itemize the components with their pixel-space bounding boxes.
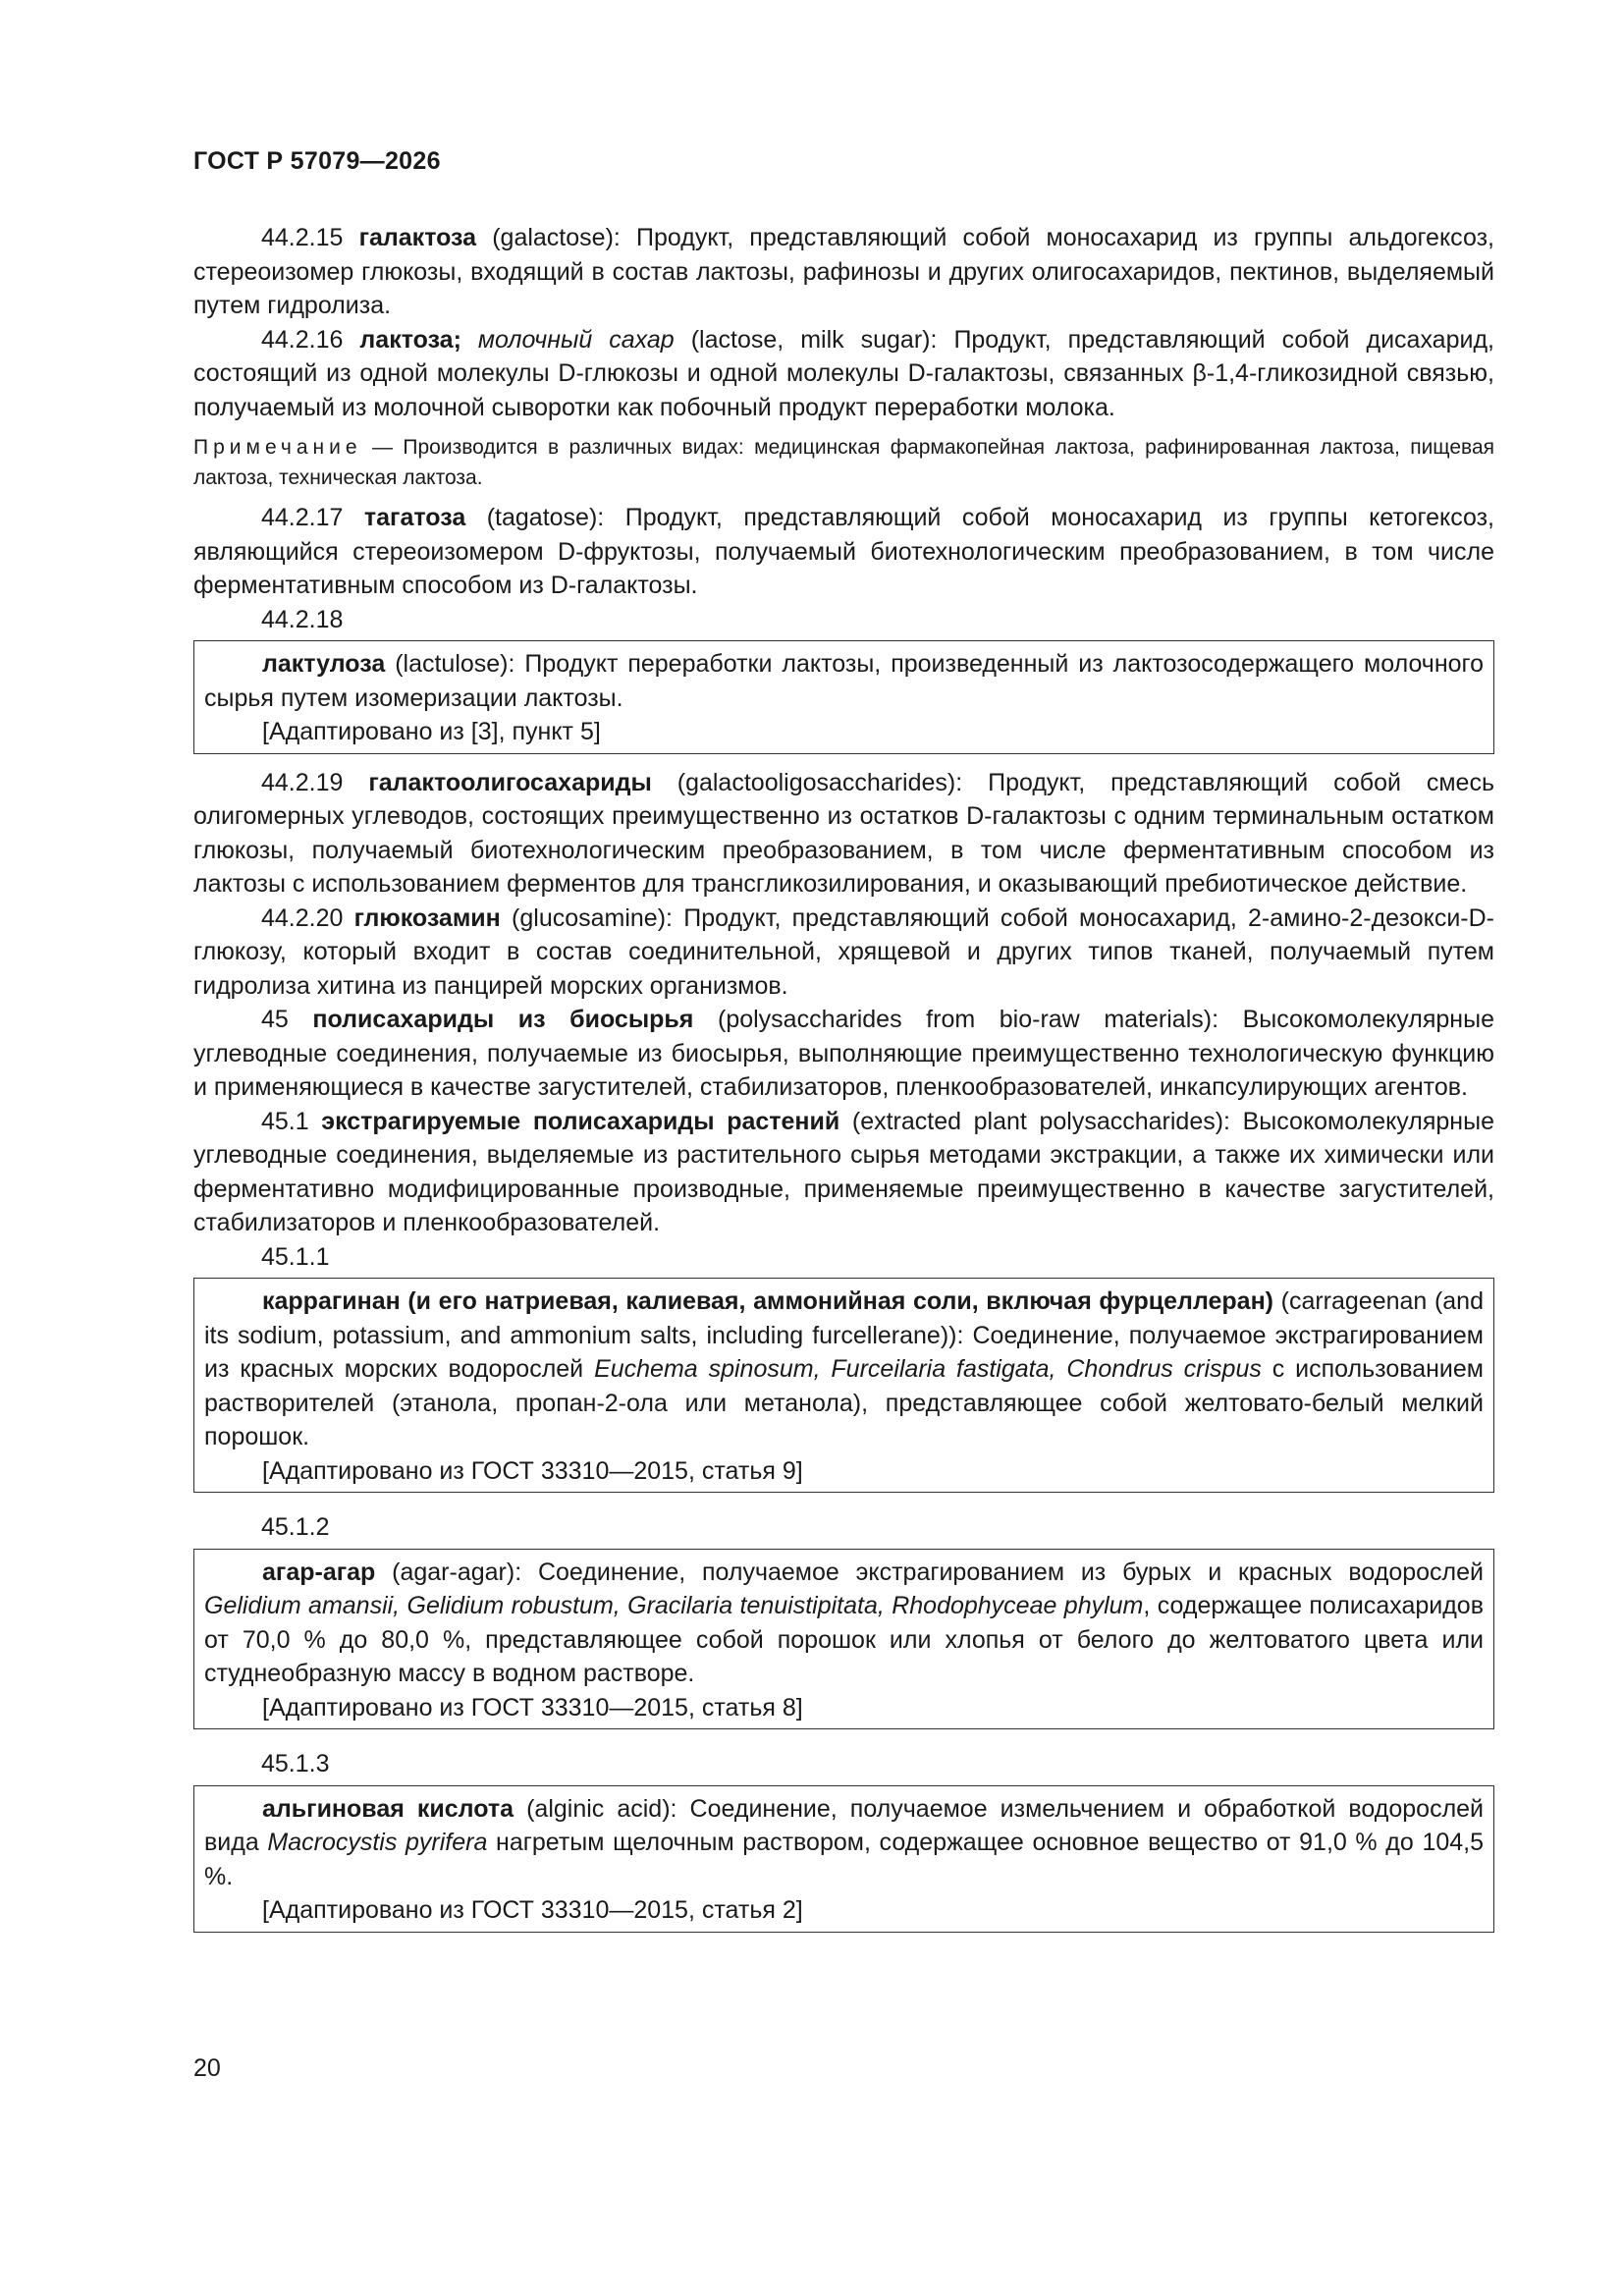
entry-english: (extracted plant polysaccharides): (851, 1107, 1230, 1135)
entry-number-line: 45.1.2 (261, 1513, 330, 1541)
note (193, 432, 1494, 493)
entry-english: (carrageenan (and its sodium, potassium, and ammonium salts, including furcellerane)): (204, 1287, 1484, 1349)
entry-44-2-15 (193, 221, 1494, 323)
species-names: Gelidium amansii, Gelidium robustum, Gracilaria tenuistipitata, Rhodophyceae phylum (204, 1592, 1144, 1619)
entry-english: (lactulose): (395, 650, 515, 678)
entry-45-1 (193, 1105, 1494, 1240)
entry-number: 45.1 (261, 1107, 309, 1135)
entry-definition-cont: , содержащее полисахаридов от 70,0 % до 80,0 %, представляющее собой порошок или хлопья от белого до желтоватого цвета или студнеобразную массу в водном растворе. (204, 1592, 1484, 1687)
entry-44-2-17 (193, 501, 1494, 603)
boxed-entry-45-1-2 (193, 1549, 1494, 1730)
entry-number: 44.2.20 (261, 903, 344, 932)
entry-number-line: 45.1.1 (261, 1242, 330, 1271)
entry-english: (galactooligosaccharides): (676, 768, 963, 796)
entry-term: полисахариды из биосырья (312, 1006, 694, 1033)
source-reference: [Адаптировано из ГОСТ 33310—2015, статья 8] (262, 1693, 803, 1722)
entry-number-line: 45.1.3 (261, 1750, 330, 1777)
boxed-definition (204, 1792, 1484, 1894)
entry-definition: Продукт, представляющий собой моносахарид из группы альдогексоз, стереоизомер глюкозы, входящий в состав лактозы, рафинозы и других олигосахаридов, пектинов, выделяемый путем гидролиза. (193, 224, 1494, 319)
boxed-definition (204, 1285, 1484, 1454)
entry-english: (polysaccharides from bio-raw materials): (718, 1006, 1219, 1033)
note-label: Примечание (193, 436, 362, 459)
entry-term: галактоолигосахариды (368, 768, 652, 796)
entry-definition: Продукт переработки лактозы, произведенный из лактозосодержащего молочного сырья путем изомеризации лактозы. (204, 650, 1484, 712)
boxed-entry-44-2-18 (193, 640, 1494, 754)
entry-english: (galactose): (492, 224, 621, 251)
species-names: Euchema spinosum, Furceilaria fastigata, Chondrus crispus (594, 1355, 1262, 1383)
entry-english: (lactose, milk sugar): (690, 325, 938, 354)
boxed-definition (204, 1556, 1484, 1691)
entry-number: 45 (261, 1006, 289, 1033)
entry-definition-cont: с использованием растворителей (этанола, пропан-2-ола или метанола), представляющее собой желтовато-белый мелкий порошок. (204, 1355, 1484, 1450)
entry-alt-term: молочный сахар (477, 325, 675, 354)
entry-term: лактоза; (359, 325, 461, 354)
boxed-definition (204, 647, 1484, 715)
entry-term: экстрагируемые полисахариды растений (321, 1107, 840, 1135)
entry-number: 44.2.16 (261, 325, 344, 354)
entry-44-2-19 (193, 766, 1494, 902)
entry-term: альгиновая кислота (262, 1794, 514, 1823)
entry-definition: Продукт, представляющий собой моносахарид, 2-амино-2-дезокси-D-глюкозу, который входит в состав соединительной, хрящевой и других типов тканей, получаемый путем гидролиза хитина из панцирей морских организмов. (193, 903, 1494, 1000)
entry-definition: Соединение, получаемое измельчением и обработкой водорослей вида (204, 1794, 1485, 1856)
boxed-entry-45-1-3 (193, 1785, 1494, 1933)
entry-english: (alginic acid): (526, 1794, 677, 1823)
entry-definition: Продукт, представляющий собой моносахарид из группы кетогексоз, являющийся стереоизомером D-фруктозы, получаемый биотехнологическим преобразованием, в том числе ферментативным способом из D-галактозы. (193, 504, 1495, 599)
entry-term: галактоза (358, 224, 477, 251)
source-reference: [Адаптировано из [3], пункт 5] (262, 718, 601, 745)
entry-term: агар-агар (262, 1558, 376, 1586)
entry-definition: Соединение, получаемое экстрагированием из бурых и красных водорослей (537, 1558, 1484, 1586)
page-number: 20 (193, 2054, 221, 2082)
entry-number: 44.2.15 (261, 224, 344, 251)
entry-45 (193, 1003, 1494, 1105)
entry-english: (tagatose): (486, 504, 605, 531)
entry-44-2-20 (193, 902, 1494, 1004)
standard-header: ГОСТ Р 57079—2026 (193, 147, 441, 175)
boxed-entry-45-1-1 (193, 1278, 1494, 1493)
entry-term: лактулоза (262, 650, 386, 678)
document-body (193, 221, 1494, 1933)
entry-term: каррагинан (и его натриевая, калиевая, аммонийная соли, включая фурцеллеран) (262, 1287, 1273, 1315)
entry-term: глюкозамин (353, 903, 501, 932)
entry-definition: Продукт, представляющий собой дисахарид, состоящий из одной молекулы D-глюкозы и одной молекулы D-галактозы, связанных β-1,4-гликозидной связью, получаемый из молочной сыворотки как побочный продукт переработки молока. (193, 325, 1494, 421)
entry-english: (glucosamine): (512, 903, 673, 932)
entry-definition: Соединение, получаемое экстрагированием из красных морских водорослей (204, 1321, 1484, 1383)
entry-44-2-16 (193, 323, 1494, 425)
entry-definition: Высокомолекулярные углеводные соединения, получаемые из биосырья, выполняющие преимущественно технологическую функцию и применяющиеся в качестве загустителей, стабилизаторов, пленкообразователей, инкапсулирующих агентов. (193, 1006, 1494, 1101)
entry-number: 44.2.17 (261, 504, 344, 531)
entry-definition-cont: нагретым щелочным раствором, содержащее основное вещество от 91,0 % до 104,5 %. (204, 1829, 1485, 1890)
entry-number-line: 44.2.18 (261, 605, 344, 633)
species-names: Macrocystis pyrifera (267, 1829, 488, 1856)
entry-number: 44.2.19 (261, 768, 344, 796)
note-text: — Производится в различных видах: медицинская фармакопейная лактоза, рафинированная лактоза, пищевая лактоза, техническая лактоза. (193, 436, 1494, 489)
entry-term: тагатоза (363, 504, 466, 531)
source-reference: [Адаптировано из ГОСТ 33310—2015, статья 2] (262, 1896, 803, 1924)
source-reference: [Адаптировано из ГОСТ 33310—2015, статья 9] (262, 1456, 803, 1485)
entry-definition: Высокомолекулярные углеводные соединения, выделяемые из растительного сырья методами экстракции, а также их химически или ферментативно модифицированные производные, применяемые преимущественно в качестве загустителей, стабилизаторов и пленкообразователей. (193, 1107, 1494, 1236)
entry-definition: Продукт, представляющий собой смесь олигомерных углеводов, состоящих преимущественно из остатков D-галактозы с одним терминальным остатком глюкозы, получаемый биотехнологическим преобразованием, в том числе ферментативным способом из лактозы с использованием ферментов для трансгликозилирования, и оказывающий пребиотическое действие. (193, 768, 1494, 898)
entry-english: (agar-agar): (392, 1558, 522, 1586)
